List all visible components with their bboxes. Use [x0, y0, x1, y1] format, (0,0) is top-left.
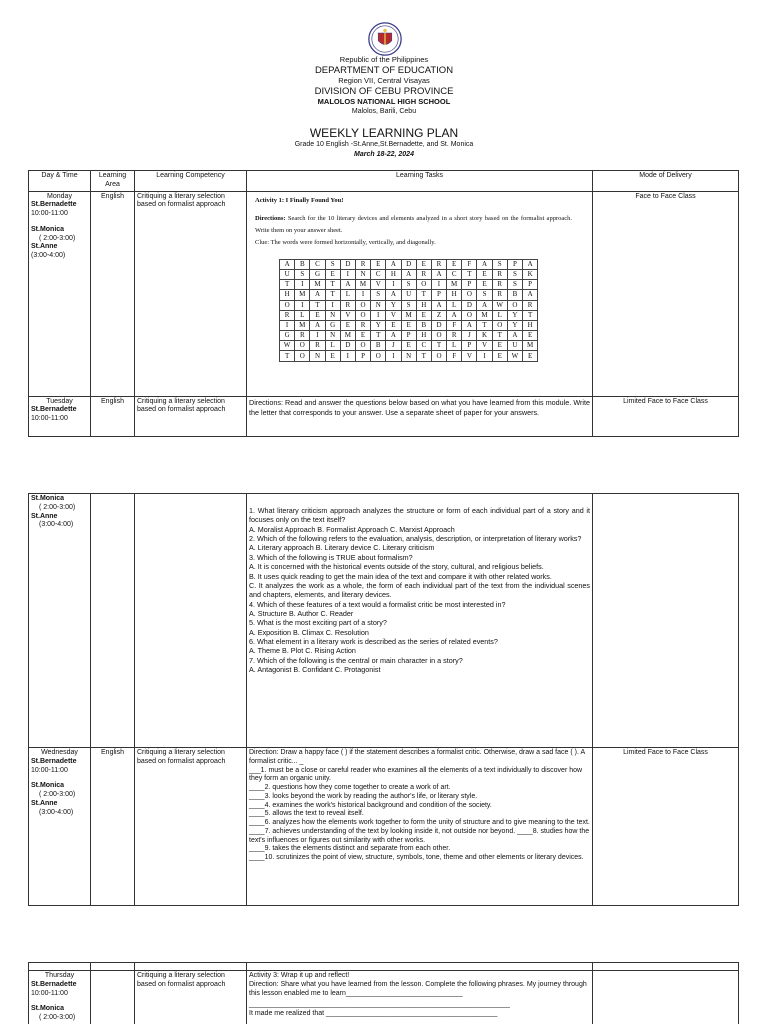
plan-dates: March 18-22, 2024	[354, 151, 414, 158]
grid-row	[280, 290, 538, 300]
grid-letter: G	[325, 320, 340, 330]
wednesday-competency: Critiquing a literary selection based on formalist approach	[135, 748, 247, 906]
answer-blank: ___________________________________________________________________	[249, 1001, 510, 1009]
grid-letter: B	[295, 259, 310, 269]
grid-letter: C	[310, 259, 325, 269]
grid-row	[280, 280, 538, 290]
grid-letter: D	[431, 320, 446, 330]
question-line: A. It is concerned with the historical events outside of the story, cultural, and religious beliefs.	[249, 562, 544, 572]
grid-letter: O	[295, 351, 310, 361]
monday-competency: Critiquing a literary selection based on formalist approach	[135, 191, 247, 396]
plan-title: WEEKLY LEARNING PLAN	[309, 126, 459, 140]
grid-letter: S	[507, 269, 522, 279]
grid-letter: A	[386, 331, 401, 341]
grid-row	[280, 331, 538, 341]
grid-letter: V	[340, 310, 355, 320]
grid-letter: P	[523, 280, 538, 290]
grid-letter: O	[355, 310, 370, 320]
grid-letter: P	[462, 341, 477, 351]
task-line: ____5. allows the text to reveal itself.	[249, 810, 364, 818]
grid-letter: K	[523, 269, 538, 279]
grid-letter: T	[492, 331, 507, 341]
grid-letter: O	[507, 300, 522, 310]
question-line: 4. Which of these features of a text would a formalist critic be most interested in?	[249, 599, 506, 609]
grid-letter: K	[477, 331, 492, 341]
grid-letter: T	[371, 331, 386, 341]
grid-letter: M	[477, 310, 492, 320]
grid-letter: E	[477, 280, 492, 290]
monday-row	[29, 191, 739, 396]
grid-letter: R	[295, 331, 310, 341]
question-line: 3. Which of the following is TRUE about formalism?	[249, 552, 413, 562]
grid-row	[280, 269, 538, 279]
grid-letter: A	[431, 300, 446, 310]
task-line: ____10. scrutinizes the point of view, structure, symbols, tone, theme and other elements or literary devices.	[249, 854, 584, 861]
grid-letter: E	[340, 320, 355, 330]
header-day-time: Day & Time	[29, 171, 91, 192]
grid-letter: U	[280, 269, 295, 279]
grid-letter: I	[431, 280, 446, 290]
grid-letter: M	[295, 320, 310, 330]
activity-title: Activity 1: I Finally Found You!	[255, 196, 344, 204]
grid-letter: N	[355, 269, 370, 279]
grid-letter: V	[371, 280, 386, 290]
grid-letter: A	[523, 259, 538, 269]
grid-letter: S	[477, 290, 492, 300]
grid-letter: E	[310, 310, 325, 320]
grid-letter: E	[325, 351, 340, 361]
grid-letter: A	[340, 280, 355, 290]
grid-letter: I	[295, 280, 310, 290]
blank-row	[29, 963, 739, 971]
tuesday-continued-row	[29, 494, 739, 748]
plan-table-page-2	[28, 493, 739, 906]
grid-letter: N	[371, 300, 386, 310]
grid-letter: M	[310, 280, 325, 290]
thursday-tasks	[247, 971, 593, 1024]
table-header-row	[29, 171, 739, 192]
grid-letter: E	[492, 341, 507, 351]
grid-letter: L	[295, 310, 310, 320]
grid-letter: R	[416, 269, 431, 279]
grid-letter: R	[355, 320, 370, 330]
grid-letter: I	[371, 310, 386, 320]
question-line: A. Exposition B. Climax C. Resolution	[249, 627, 369, 637]
question-line: B. It uses quick reading to get the main idea of the text and compare it with other related works.	[249, 571, 552, 581]
grid-letter: L	[325, 341, 340, 351]
grid-letter: L	[447, 341, 462, 351]
tuesday-competency: Critiquing a literary selection based on formalist approach	[135, 396, 247, 436]
grid-letter: O	[462, 310, 477, 320]
grid-letter: L	[492, 310, 507, 320]
time-slot: (3:00-4:00)	[39, 521, 74, 529]
task-line: ____2. questions how they come together to create a work of art.	[249, 784, 451, 791]
question-line: A. Moralist Approach B. Formalist Approach C. Marxist Approach	[249, 524, 455, 534]
grid-letter: O	[416, 280, 431, 290]
time-slot: ( 2:00-3:00)	[39, 234, 76, 242]
section-name: St.Anne	[31, 512, 58, 520]
monday-mode: Face to Face Class	[593, 191, 739, 396]
section-name: St.Monica	[31, 495, 65, 502]
tuesday-directions: Directions: Read and answer the questions below based on what you have learned from this module. Write the letter that corresponds to your answer. Use a separate sheet of paper for your answers.	[247, 396, 593, 436]
grid-letter: O	[295, 341, 310, 351]
wednesday-row	[29, 748, 739, 906]
activity-title: Activity 3: Wrap it up and reflect!	[249, 972, 350, 979]
grid-letter: T	[280, 280, 295, 290]
grid-letter: F	[447, 351, 462, 361]
grid-letter: E	[447, 259, 462, 269]
header-mode: Mode of Delivery	[593, 171, 739, 192]
task-line: ____9. takes the elements distinct and separate from each other.	[249, 845, 451, 853]
grid-letter: M	[447, 280, 462, 290]
grid-letter: W	[492, 300, 507, 310]
plan-table-page-3	[28, 962, 739, 1024]
grid-letter: B	[416, 320, 431, 330]
section-name: St.Anne	[31, 799, 58, 807]
monday-day-time	[29, 191, 91, 396]
grid-letter: A	[431, 269, 446, 279]
grid-letter: A	[386, 290, 401, 300]
grid-letter: O	[492, 320, 507, 330]
time-slot: 10:00-11:00	[31, 210, 68, 217]
grid-letter: H	[386, 269, 401, 279]
grid-letter: I	[325, 300, 340, 310]
grid-row	[280, 300, 538, 310]
grid-letter: E	[401, 320, 416, 330]
grid-letter: H	[416, 331, 431, 341]
question-line: 2. Which of the following refers to the evaluation, analysis, description, or interpretation of literary works?	[249, 534, 582, 544]
grid-letter: H	[447, 290, 462, 300]
grid-letter: T	[310, 300, 325, 310]
question-line: 5. What is the most exciting part of a story?	[249, 618, 387, 628]
school-name: MALOLOS NATIONAL HIGH SCHOOL	[317, 97, 451, 106]
time-slot: 10:00-11:00	[31, 415, 68, 422]
grid-letter: E	[416, 259, 431, 269]
grid-letter: I	[386, 280, 401, 290]
grid-letter: A	[280, 259, 295, 269]
grid-letter: A	[310, 290, 325, 300]
grid-letter: W	[507, 351, 522, 361]
wednesday-area: English	[91, 748, 135, 906]
grid-letter: R	[492, 290, 507, 300]
time-slot: 10:00-11:00	[31, 766, 68, 774]
grid-letter: A	[447, 310, 462, 320]
grid-letter: Y	[386, 300, 401, 310]
task-line: ____7. achieves understanding of the text by looking inside it, not outside nor beyond. ____8. studies how the text's influences or figures out similarity with other works.	[249, 827, 590, 844]
grid-letter: E	[386, 320, 401, 330]
day-label: Wednesday	[41, 749, 78, 756]
section-name: St.Bernadette	[31, 757, 77, 765]
region-line: Region VII, Central Visayas	[338, 76, 430, 85]
question-line: A. Antagonist B. Confidant C. Protagonist	[249, 665, 381, 675]
grid-letter: T	[523, 310, 538, 320]
grid-letter: D	[462, 300, 477, 310]
deped-seal-logo	[368, 22, 402, 56]
grid-letter: G	[310, 269, 325, 279]
question-line: A. Theme B. Plot C. Rising Action	[249, 646, 356, 656]
grid-letter: A	[523, 290, 538, 300]
question-line: A. Literary approach B. Literary device C. Literary criticism	[249, 543, 435, 553]
grid-letter: O	[371, 351, 386, 361]
grid-letter: F	[462, 259, 477, 269]
grid-row	[280, 310, 538, 320]
tuesday-questions	[247, 494, 593, 748]
grid-letter: T	[462, 269, 477, 279]
grid-letter: D	[340, 341, 355, 351]
grid-letter: I	[386, 351, 401, 361]
section-name: St.Bernadette	[31, 980, 77, 988]
department-line: DEPARTMENT OF EDUCATION	[314, 65, 454, 76]
grid-letter: T	[431, 341, 446, 351]
grid-letter: S	[325, 259, 340, 269]
grid-letter: F	[447, 320, 462, 330]
grid-letter: B	[507, 290, 522, 300]
tuesday-mode: Limited Face to Face Class	[593, 396, 739, 436]
grid-letter: P	[355, 351, 370, 361]
grid-letter: P	[431, 290, 446, 300]
grid-letter: P	[401, 331, 416, 341]
monday-tasks	[247, 191, 593, 396]
grid-letter: J	[462, 331, 477, 341]
time-slot: ( 2:00-3:00)	[39, 503, 76, 511]
grid-letter: N	[310, 351, 325, 361]
grid-letter: A	[401, 269, 416, 279]
grid-letter: S	[295, 269, 310, 279]
grid-letter: Y	[507, 320, 522, 330]
section-name: St.Monica	[31, 1005, 65, 1013]
day-label: Thursday	[44, 972, 75, 979]
grid-letter: E	[523, 351, 538, 361]
grid-letter: A	[386, 259, 401, 269]
grid-letter: N	[325, 331, 340, 341]
wednesday-tasks	[247, 748, 593, 906]
word-search-grid	[279, 259, 538, 362]
grid-letter: E	[477, 269, 492, 279]
activity-directions: Directions: Search for the 10 literary devices and elements analyzed in a short story based on the formalist approach. Write them on your answer sheet.	[255, 214, 572, 234]
grid-row	[280, 351, 538, 361]
grid-letter: V	[462, 351, 477, 361]
grid-letter: T	[416, 351, 431, 361]
grid-letter: I	[355, 290, 370, 300]
grid-letter: U	[401, 290, 416, 300]
header-competency: Learning Competency	[135, 171, 247, 192]
grid-letter: A	[477, 259, 492, 269]
section-name: St.Anne	[31, 243, 58, 251]
grade-sections: Grade 10 English -St.Anne,St.Bernadette, and St. Monica	[294, 141, 474, 148]
task-line: Direction: Draw a happy face ( ) if the statement describes a formalist critic. Otherwise, draw a sad face ( ). A formalist critic... _	[249, 749, 585, 765]
grid-letter: R	[492, 269, 507, 279]
grid-letter: C	[371, 269, 386, 279]
grid-letter: R	[523, 300, 538, 310]
wednesday-day-time	[29, 748, 91, 906]
grid-letter: M	[523, 341, 538, 351]
grid-letter: E	[325, 269, 340, 279]
grid-letter: T	[325, 280, 340, 290]
grid-letter: R	[355, 259, 370, 269]
time-slot: ( 2:00-3:00)	[39, 1014, 76, 1021]
grid-letter: S	[507, 280, 522, 290]
grid-letter: H	[280, 290, 295, 300]
tuesday-area: English	[91, 396, 135, 436]
activity-clue: Clue: The words were formed horizontally, vertically, and diagonally.	[255, 238, 436, 246]
grid-letter: S	[401, 280, 416, 290]
grid-letter: I	[477, 351, 492, 361]
grid-letter: R	[280, 310, 295, 320]
grid-letter: Y	[507, 310, 522, 320]
wednesday-mode: Limited Face to Face Class	[593, 748, 739, 906]
grid-letter: S	[371, 290, 386, 300]
grid-letter: Y	[371, 320, 386, 330]
grid-row	[280, 259, 538, 269]
day-label: Monday	[47, 192, 72, 200]
grid-letter: D	[401, 259, 416, 269]
grid-letter: R	[447, 331, 462, 341]
grid-letter: A	[477, 300, 492, 310]
thursday-row	[29, 971, 739, 1024]
question-line: 6. What element in a literary work is described as the series of related events?	[249, 637, 498, 647]
grid-letter: S	[401, 300, 416, 310]
question-line: A. Structure B. Author C. Reader	[249, 608, 354, 618]
grid-letter: E	[492, 351, 507, 361]
thursday-day-time	[29, 971, 91, 1024]
grid-letter: E	[523, 331, 538, 341]
grid-letter: E	[401, 341, 416, 351]
time-slot: (3:00-4:00)	[31, 252, 66, 259]
grid-letter: S	[492, 259, 507, 269]
grid-letter: N	[401, 351, 416, 361]
grid-letter: T	[280, 351, 295, 361]
grid-letter: R	[492, 280, 507, 290]
grid-letter: M	[355, 280, 370, 290]
time-slot: (3:00-4:00)	[39, 808, 74, 816]
grid-letter: T	[416, 290, 431, 300]
grid-letter: I	[310, 331, 325, 341]
section-name: St.Monica	[31, 782, 65, 790]
monday-area: English	[91, 191, 135, 396]
time-slot: ( 2:00-3:00)	[39, 791, 76, 798]
grid-letter: M	[295, 290, 310, 300]
grid-letter: R	[431, 259, 446, 269]
grid-letter: O	[462, 290, 477, 300]
grid-letter: J	[386, 341, 401, 351]
grid-letter: P	[507, 259, 522, 269]
grid-letter: V	[477, 341, 492, 351]
task-line: ___1. must be a close or careful reader who examines all the elements of a text individually to discover how they form an organic unity.	[249, 766, 583, 783]
grid-letter: P	[462, 280, 477, 290]
grid-letter: A	[310, 320, 325, 330]
grid-letter: I	[295, 300, 310, 310]
task-line: ____3. looks beyond the work by reading the author's life, or literary style.	[249, 792, 478, 800]
activity-direction: Direction: Share what you have learned from the lesson. Complete the following phrases. My journey through this lesson enabled me to learn______________________________	[249, 980, 587, 997]
question-line: 7. Which of the following is the central or main character in a story?	[249, 655, 463, 665]
grid-letter: L	[447, 300, 462, 310]
question-line: 1. What literary criticism approach analyzes the structure or form of each individual part of a story and it focuses only on the text itself?	[249, 506, 590, 525]
grid-row	[280, 320, 538, 330]
grid-letter: R	[310, 341, 325, 351]
grid-letter: C	[416, 341, 431, 351]
header-learning-area: Learning Area	[91, 171, 135, 192]
tuesday-day-time	[29, 396, 91, 436]
grid-letter: L	[340, 290, 355, 300]
school-location: Malolos, Barili, Cebu	[351, 108, 417, 115]
header-tasks: Learning Tasks	[247, 171, 593, 192]
grid-letter: T	[477, 320, 492, 330]
grid-letter: O	[355, 341, 370, 351]
grid-letter: W	[280, 341, 295, 351]
grid-letter: H	[523, 320, 538, 330]
plan-table-page-1	[28, 170, 739, 437]
grid-letter: O	[431, 351, 446, 361]
time-slot: 10:00-11:00	[31, 989, 68, 997]
grid-letter: G	[280, 331, 295, 341]
grid-letter: I	[280, 320, 295, 330]
section-name: St.Bernadette	[31, 201, 77, 209]
division-line: DIVISION OF CEBU PROVINCE	[314, 86, 454, 97]
day-label: Tuesday	[46, 397, 73, 405]
tuesday-row	[29, 396, 739, 436]
grid-letter: V	[386, 310, 401, 320]
section-name: St.Monica	[31, 225, 65, 233]
grid-letter: E	[371, 259, 386, 269]
grid-letter: R	[340, 300, 355, 310]
grid-letter: H	[416, 300, 431, 310]
grid-letter: C	[447, 269, 462, 279]
grid-letter: D	[340, 259, 355, 269]
grid-letter: M	[401, 310, 416, 320]
grid-letter: A	[507, 331, 522, 341]
grid-letter: I	[340, 269, 355, 279]
grid-letter: N	[325, 310, 340, 320]
grid-letter: Z	[431, 310, 446, 320]
grid-letter: I	[340, 351, 355, 361]
grid-row	[280, 341, 538, 351]
question-line: C. It analyzes the work as a whole, the form of each individual part of the text from the individual scenes and chapters, elements, and literary devices.	[249, 580, 590, 600]
thursday-competency: Critiquing a literary selection based on formalist approach	[135, 971, 247, 1024]
grid-letter: B	[371, 341, 386, 351]
task-line: ____4. examines the work's historical background and condition of the society.	[249, 801, 492, 809]
grid-letter: E	[416, 310, 431, 320]
section-name: St.Bernadette	[31, 406, 77, 414]
tuesday-cont-day-time	[29, 494, 91, 748]
task-line: ____6. analyzes how the elements work together to form the unity of structure and to give meaning to the text.	[249, 819, 590, 826]
grid-letter: A	[462, 320, 477, 330]
grid-letter: U	[507, 341, 522, 351]
grid-letter: O	[280, 300, 295, 310]
grid-letter: E	[355, 331, 370, 341]
reflection-prompt: It made me realized that ____________________________________________	[249, 1010, 498, 1017]
grid-letter: T	[325, 290, 340, 300]
grid-letter: O	[355, 300, 370, 310]
grid-letter: M	[340, 331, 355, 341]
republic-line: Republic of the Philippines	[339, 55, 429, 64]
grid-letter: O	[431, 331, 446, 341]
